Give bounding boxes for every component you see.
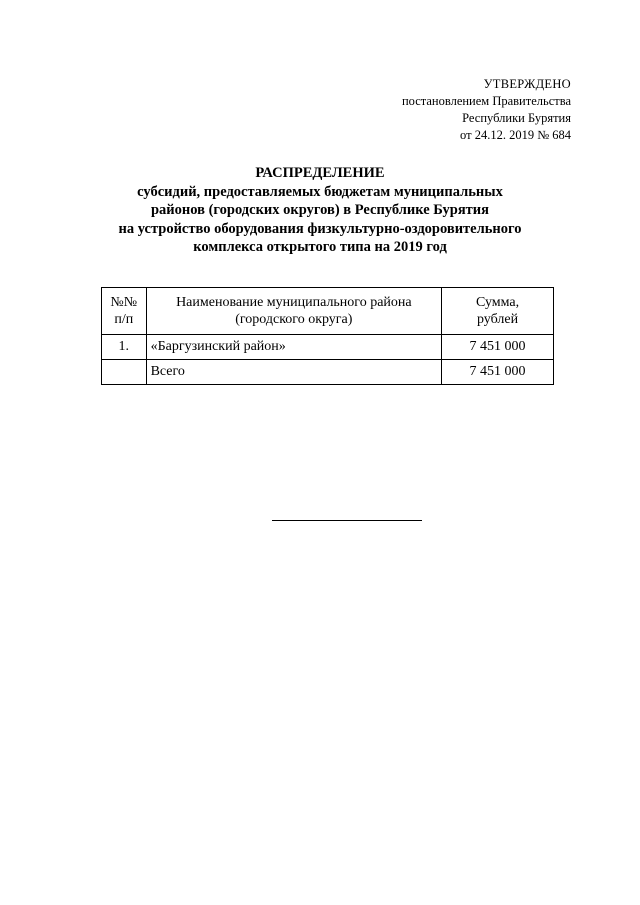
table-header-row xyxy=(102,288,554,335)
title-line-4: комплекса открытого типа на 2019 год xyxy=(193,239,447,255)
table-row xyxy=(102,335,554,360)
table-total-row xyxy=(102,360,554,385)
header-name-line-2: (городского округа) xyxy=(235,312,353,327)
total-sum: 7 451 000 xyxy=(442,360,554,385)
closing-divider xyxy=(272,520,422,521)
approval-region: Республики Бурятия xyxy=(462,111,571,125)
header-sum-line-1: Сумма, xyxy=(475,294,520,310)
total-label: Всего xyxy=(146,360,442,385)
row-municipality: «Баргузинский район» xyxy=(146,335,442,360)
title-heading: РАСПРЕДЕЛЕНИЕ xyxy=(255,165,385,181)
header-sum-line-2: рублей xyxy=(476,312,519,327)
document-title xyxy=(0,164,640,257)
approval-stamp xyxy=(402,76,571,144)
row-number: 1. xyxy=(102,335,147,360)
total-number-cell xyxy=(102,360,147,385)
row-sum: 7 451 000 xyxy=(442,335,554,360)
approval-date-number: от 24.12. 2019 № 684 xyxy=(460,128,571,142)
distribution-table xyxy=(101,287,554,385)
title-line-2: районов (городских округов) в Республике Бурятия xyxy=(150,202,490,218)
header-number xyxy=(102,288,147,335)
title-line-3: на устройство оборудования физкультурно-оздоровительного xyxy=(118,220,522,237)
approval-label: УТВЕРЖДЕНО xyxy=(483,77,571,91)
title-line-1: субсидий, предоставляемых бюджетам муниципальных xyxy=(137,183,503,200)
header-number-line-2: п/п xyxy=(114,312,134,327)
header-name xyxy=(146,288,442,335)
header-sum xyxy=(442,288,554,335)
approval-issuer: постановлением Правительства xyxy=(401,94,571,108)
header-name-line-1: Наименование муниципального района xyxy=(176,294,412,310)
header-number-line-1: №№ xyxy=(110,294,138,310)
